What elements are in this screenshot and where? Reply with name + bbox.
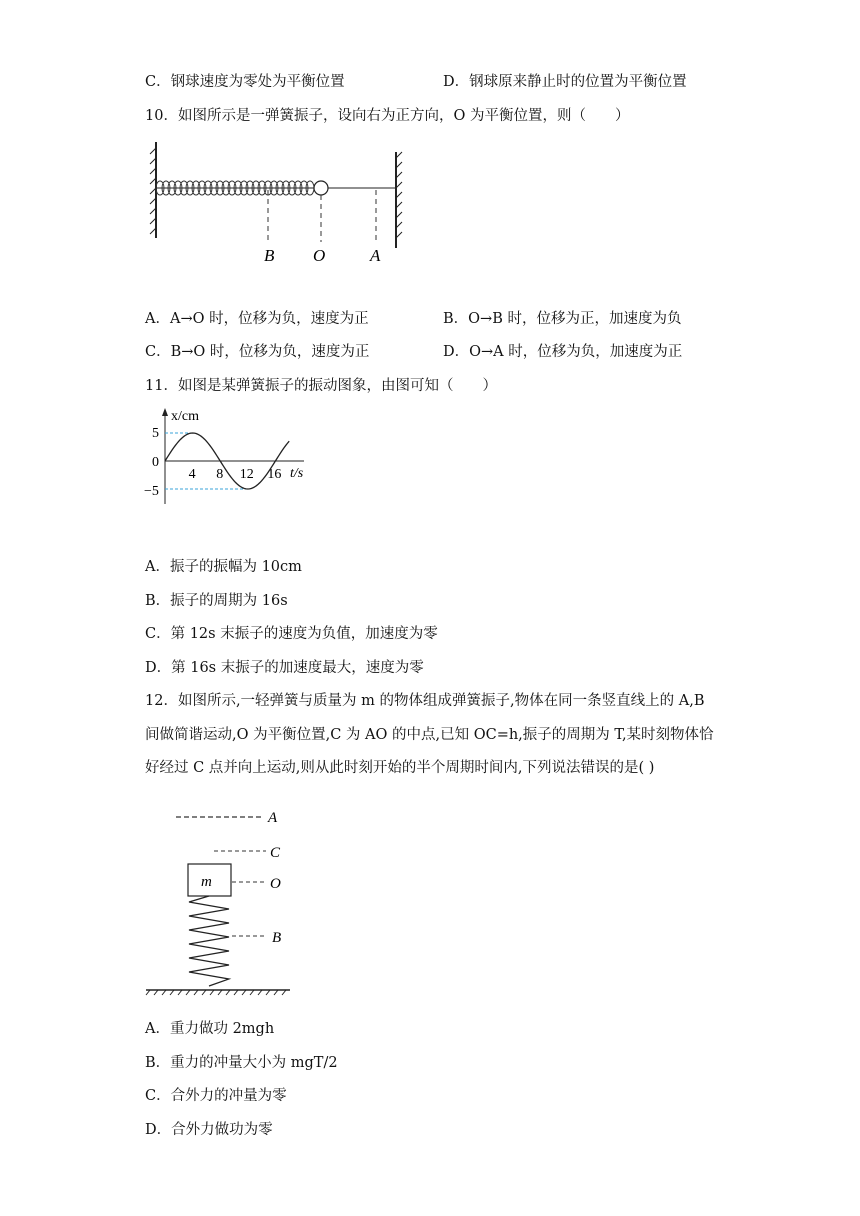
q11-option-a: A．振子的振幅为 10cm	[145, 559, 302, 575]
q11-stem: 11．如图是某弹簧振子的振动图象，由图可知（ ）	[145, 378, 497, 394]
position-markers	[268, 190, 376, 242]
q10-option-c: C．B→O 时，位移为负，速度为正	[145, 344, 370, 360]
q12-option-d: D．合外力做功为零	[145, 1122, 273, 1138]
vertical-spring	[189, 896, 229, 986]
x-axis-label: t/s	[290, 466, 304, 481]
q10-stem: 10．如图所示是一弹簧振子，设向右为正方向，O 为平衡位置，则（ ）	[145, 108, 630, 124]
label-o: O	[313, 246, 326, 265]
vertical-spring-figure	[142, 806, 302, 1000]
vibration-graph	[142, 406, 317, 508]
spring-oscillator-figure	[140, 138, 420, 268]
y-tick-0: 0	[152, 455, 159, 470]
label-c: C	[270, 845, 281, 861]
q12-stem-line-2: 间做简谐运动,O 为平衡位置,C 为 AO 的中点,已知 OC=h,振子的周期为 T,某时刻物体恰	[145, 727, 714, 743]
label-a: A	[268, 810, 278, 826]
mass-label: m	[201, 874, 212, 890]
y-axis-arrow	[162, 408, 168, 416]
q12-option-a: A．重力做功 2mgh	[145, 1021, 275, 1037]
q10-option-a: A．A→O 时，位移为负，速度为正	[145, 311, 369, 327]
q9-option-d: D．钢球原来静止时的位置为平衡位置	[443, 74, 687, 90]
y-tick-neg5: −5	[144, 484, 159, 499]
label-a: A	[370, 246, 381, 265]
q11-option-d: D．第 16s 末振子的加速度最大，速度为零	[145, 660, 424, 676]
q10-option-d: D．O→A 时，位移为负，加速度为正	[443, 344, 683, 360]
x-tick-12: 12	[239, 467, 254, 482]
ball	[314, 181, 328, 195]
x-tick-16: 16	[267, 467, 282, 482]
y-tick-5: 5	[152, 426, 159, 441]
x-tick-4: 4	[188, 467, 196, 482]
q12-stem-line-3: 好经过 C 点并向上运动,则从此时刻开始的半个周期时间内,下列说法错误的是( )	[145, 760, 655, 776]
y-axis-label: x/cm	[171, 409, 199, 424]
q12-stem-line-1: 12．如图所示,一轻弹簧与质量为 m 的物体组成弹簧振子,物体在同一条竖直线上的 A,B	[145, 693, 705, 709]
q11-option-c: C．第 12s 末振子的速度为负值，加速度为零	[145, 626, 438, 642]
q10-option-b: B．O→B 时，位移为正，加速度为负	[443, 311, 682, 327]
label-b: B	[264, 246, 275, 265]
x-tick-8: 8	[216, 467, 224, 482]
q9-option-c: C．钢球速度为零处为平衡位置	[145, 74, 345, 90]
label-o: O	[270, 876, 281, 892]
q12-option-b: B．重力的冲量大小为 mgT/2	[145, 1055, 338, 1071]
label-b: B	[272, 930, 282, 946]
q11-option-b: B．振子的周期为 16s	[145, 593, 288, 609]
q12-option-c: C．合外力的冲量为零	[145, 1088, 287, 1104]
